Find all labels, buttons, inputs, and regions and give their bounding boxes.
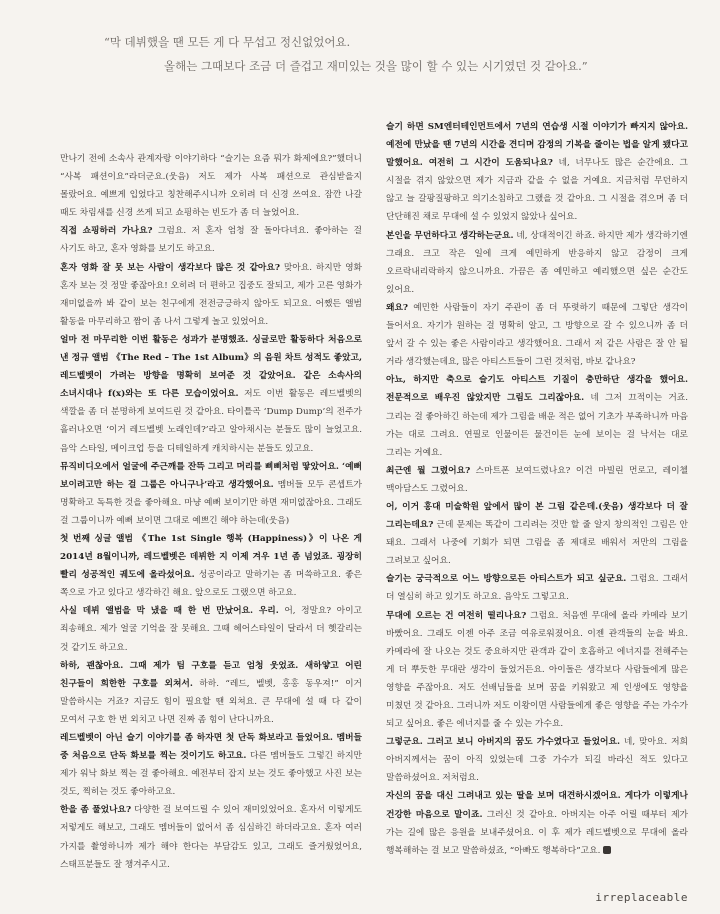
interview-answer: 네, 너무나도 많은 순간에요. 그 시절을 겪지 않았으면 제가 지금과 같을 수 없을 거예요. 지금처럼 무던하지 않고 늘 갈팡질팡하고 의기소침하고 그랬을 것 같아요. 그 시절을 겪으며 좀 더 단단해진 채로 무대에 설 수 있었지 않았나 싶어요. [386,158,688,223]
interview-answer: 멤버들 모두 콘셉트가 명확하고 독특한 것을 좋아해요. 마냥 예뻐 보이기만 하면 재미없잖아요. 그래도 걸 그룹이니까 예뻐 보이면 그대로 예쁘긴 해야 하는데(웃음) [60,479,362,526]
interview-question: 어, 이거 홍대 미술학원 앞에서 많이 본 그림 같은데.(웃음) 생각보다 더 잘 그리는데요? [386,501,688,531]
interview-question: 슬기는 궁극적으로 어느 방향으로든 아티스트가 되고 싶군요. [386,574,627,585]
interview-question: 아뇨, 하지만 축으로 슬기도 아티스트 기질이 충만하단 생각을 했어요. 전문적으로 배우진 않았지만 그림도 그리잖아요. [386,375,688,404]
interview-paragraph [386,498,688,570]
interview-paragraph [386,371,688,461]
interview-question: 슬기 하면 SM엔터테인먼트에서 7년의 연습생 시절 이야기가 빠지지 않아요. 예전에 만났을 땐 7년의 시간을 견디며 감정의 기복을 줄이는 법을 알게 됐다고 말했어요. 여전히 그 시간이 도움되나요? [386,122,688,169]
left-column [60,150,362,874]
interview-question: 그렇군요. 그러고 보니 아버지의 꿈도 가수였다고 들었어요. [386,737,620,748]
interview-question: 자신의 꿈을 대신 그려내고 있는 딸을 보며 대견하시겠어요. 게다가 이렇게나 건강한 마음으로 말이죠. [386,791,688,820]
interview-question: 본인을 무던하다고 생각하는군요. [386,230,514,241]
interview-question: 한을 좀 풀었나요? [60,805,132,816]
pull-quote-line-1: “막 데뷔했을 땐 모든 게 다 무섭고 정신없었어요. [104,35,351,49]
interview-paragraph [386,462,688,498]
brand-signature: irreplaceable [595,891,688,904]
interview-answer: 다른 멤버들도 그렇긴 하지만 제가 워낙 화보 찍는 걸 좋아해요. 예전부터 잡지 보는 것도 좋아했고 사진 보는 것도, 찍히는 것도 좋아하고요. [60,751,362,798]
interview-answer: 성공이라고 말하기는 좀 머쓱하고요. 좋은 쪽으로 가고 있다고 생각하긴 해요. 앞으로도 그랬으면 하고요. [60,570,362,599]
end-mark-icon [603,846,611,854]
interview-answer: 근데 문제는 똑같이 그리려는 것만 할 줄 알지 창의적인 그림은 안 돼요. 그래서 나중에 기회가 되면 그림을 좀 제대로 배워서 저만의 그림을 그려보고 싶어요. [386,520,688,567]
interview-answer: 그러신 것 같아요. 아버지는 아주 어릴 때부터 제가 가는 길에 많은 응원을 보내주셨어요. 이 후 제가 레드벨벳으로 무대에 올라 행복해하는 걸 보고 말씀하셨죠, “아빠도 행복하다”고요. [386,809,688,856]
interview-paragraph [386,118,688,227]
interview-question: 혼자 영화 잘 못 보는 사람이 생각보다 많은 것 같아요? [60,262,280,273]
interview-paragraph [386,299,688,371]
interview-answer: 스마트폰 보여드렸나요? 이건 마빌린 먼로고, 레이첼 맥아담스도 그렸어요. [386,465,688,494]
interview-answer: 저도 이번 활동은 레드벨벳의 색깔을 좀 더 분명하게 보여드린 것 같아요. 타이틀곡 ‘Dump Dump’의 전주가 흘러나오면 ‘이거 레드벨벳 노래인데?’라고 알아채시는 분들도 많이 늘었고요. 음악 스타일, 메이크업 등을 디테일하게 캐치하시는 분들도 있고요. [60,389,363,454]
interview-paragraph [386,787,688,859]
interview-answer: 하하. “레드, 벨벳, 홍홍 동우져!” 이거 말씀하시는 거죠? 지금도 힘이 필요할 땐 외쳐요. 큰 무대에 설 때 다 같이 모여서 구호 한 번 외치고 나면 진짜 좀 힘이 난다니까요. [60,678,362,725]
interview-paragraph [60,729,362,801]
interview-paragraph [60,801,362,873]
interview-question: 레드벨벳이 아닌 슬기 이야기를 좀 하자면 첫 단독 화보라고 들었어요. 멤버들 중 처음으로 단독 화보를 찍는 것이기도 하고요. [60,733,362,762]
interview-answer: 예민한 사람들이 자기 주관이 좀 더 뚜렷하기 때문에 그렇단 생각이 들어서요. 자기가 원하는 걸 명확히 알고, 그 방향으로 갈 수 있으니까 좀 더 앞서 갈 수 있는 좋은 사람이라고 생각했어요. 그래서 저 같은 사람은 잘 안 될 거라 생각했는데요, 많은 아티스트들이 그런 것처럼, 바보 같나요? [386,302,688,368]
interview-question: 직접 쇼핑하러 가나요? [60,226,153,237]
interview-paragraph [60,259,362,331]
interview-question: 뮤직비디오에서 얼굴에 주근깨를 잔뜩 그리고 머리를 삐삐처럼 땋았어요. ‘예뻐 보이려고만 하는 걸 그룹은 아니구나’라고 생각했어요. [60,461,362,490]
interview-paragraph [386,607,688,734]
interview-paragraph [60,602,362,656]
right-column [386,118,688,860]
interview-answer: 그럼요. 처음엔 무대에 올라 카메라 보기 바빴어요. 그래도 이젠 아주 조금 여유로워졌어요. 이젠 관객들의 눈을 봐요. 카메라에 잘 나오는 것도 중요하지만 관객과 같이 호흡하고 에너지를 전해주는 게 더 뿌듯한 무대란 생각이 들었거든요. 아이돌은 생각보다 사람들에게 많은 영향을 주잖아요. 저도 선배님들을 보며 꿈을 키워왔고 제 인생에도 영향을 미쳤던 것 같아요. 그러니까 저도 이왕이면 사람들에게 좋은 영향을 주는 가수가 되고 싶어요. 좋은 에너지를 줄 수 있는 가수요. [386,610,688,730]
interview-paragraph [60,458,362,530]
interview-question: 얼마 전 마무리한 이번 활동은 성과가 분명했죠. 싱글로만 활동하다 처음으로 낸 정규 앨범 《The Red – The 1st Album》의 음원 차트 성적도 좋았고, 레드벨벳이 가려는 방향을 명확히 보여준 것 같았어요. 같은 소속사의 소녀시대나 f(x)와는 또 다른 모습이었어요. [60,334,362,400]
pull-quote [104,30,604,78]
interview-paragraph [60,222,362,258]
interview-answer: 그럼요. 저 혼자 엄청 잘 돌아다녀요. 좋아하는 걸 사기도 하고, 혼자 영화를 보기도 하고요. [60,226,362,255]
interview-paragraph [386,227,688,299]
interview-paragraph [60,657,362,729]
interview-answer: 네, 상대적이긴 하죠. 하지만 제가 생각하기엔 그래요. 크고 작은 일에 크게 예민하게 반응하지 않고 감정이 크게 오르락내리락하지 않으니까요. 가끔은 좀 예민하고 예리했으면 싶은 순간도 있어요. [386,230,688,295]
interview-answer: 맞아요. 하지만 영화 혼자 보는 것 정말 좋잖아요! 오히려 더 편하고 집중도 잘되고, 제가 고른 영화가 재미없을까 봐 같이 보는 친구에게 전전긍긍하지 않아도 되고요. 어쨌든 앨범 활동을 마무리하고 짬이 좀 나서 그렇게 놀고 있었어요. [60,262,362,327]
interview-paragraph [60,150,362,222]
interview-question: 최근엔 뭘 그렸어요? [386,465,471,476]
interview-question: 하하, 괜찮아요. 그때 제가 팀 구호를 듣고 엄청 웃었죠. 새하얗고 어린 친구들이 희한한 구호를 외쳐서. [60,660,362,689]
interview-question: 왜요? [386,302,409,313]
interview-question: 첫 번째 싱글 앨범 《The 1st Single 행복 (Happiness)》이 나온 게 2014년 8월이니까, 레드벨벳은 데뷔한 지 이제 겨우 1년 좀 넘었죠. 굉장히 빨리 성공적인 궤도에 올라섰어요. [60,533,362,581]
interview-answer: 네, 맞아요. 저희 아버지께서는 꿈이 아직 있었는데 그중 가수가 되길 바라신 적도 있다고 말씀하셨어요. 저처럼요. [386,737,689,784]
interview-paragraph [386,733,688,787]
interview-paragraph [60,331,362,458]
interview-question: 무대에 오르는 건 여전히 떨리나요? [386,610,527,621]
pull-quote-line-2: 올해는 그때보다 조금 더 즐겁고 재미있는 것을 많이 할 수 있는 시기였던 것 같아요.” [164,59,588,73]
interview-answer: 그럼요. 그래서 더 열심히 하고 있기도 하고요. 음악도 그렇고요. [386,574,688,603]
interview-question: 사실 데뷔 앨범을 막 냈을 때 한 번 만났어요. 우리. [60,606,279,617]
interview-paragraph [60,530,362,602]
interview-answer: 어, 정말요? 아이고 죄송해요. 제가 얼굴 기억을 잘 못해요. 그때 헤어스타일이 달라서 더 헷갈리는 것 같기도 하고요. [60,606,363,653]
interview-answer: 다양한 걸 보여드릴 수 있어 재미있었어요. 혼자서 이렇게도 저렇게도 해보고, 그래도 멤버들이 없어서 좀 심심하긴 하더라고요. 혼자 여러 가지를 촬영하니까 제가 해야 한다는 부담감도 있고, 그래도 즐거웠었어요, 스태프분들도 잘 챙겨주시고. [60,805,362,870]
interview-answer: 네 그저 끄적이는 거죠. 그리는 걸 좋아하긴 하는데 제가 그림을 배운 적은 없어 기초가 부족하니까 마음 가는 대로 그려요. 연필로 인물이든 물건이든 눈에 보이는 걸 낙서는 대로 그리는 거예요. [386,393,689,458]
interview-answer: 만나기 전에 소속사 관계자랑 이야기하다 “슬기는 요즘 뭐가 화제에요?”했더니 “사복 패션이요”라더군요.(웃음) 저도 제가 사복 패션으로 관심받을지 몰랐어요. 예쁘게 입었다고 칭찬해주시니까 오히려 더 신경 쓰여요. 잠깐 나갈 때도 차림새를 신경 쓰게 되고 쇼핑하는 빈도가 좀 더 늘었어요. [60,154,362,219]
interview-paragraph [386,570,688,606]
